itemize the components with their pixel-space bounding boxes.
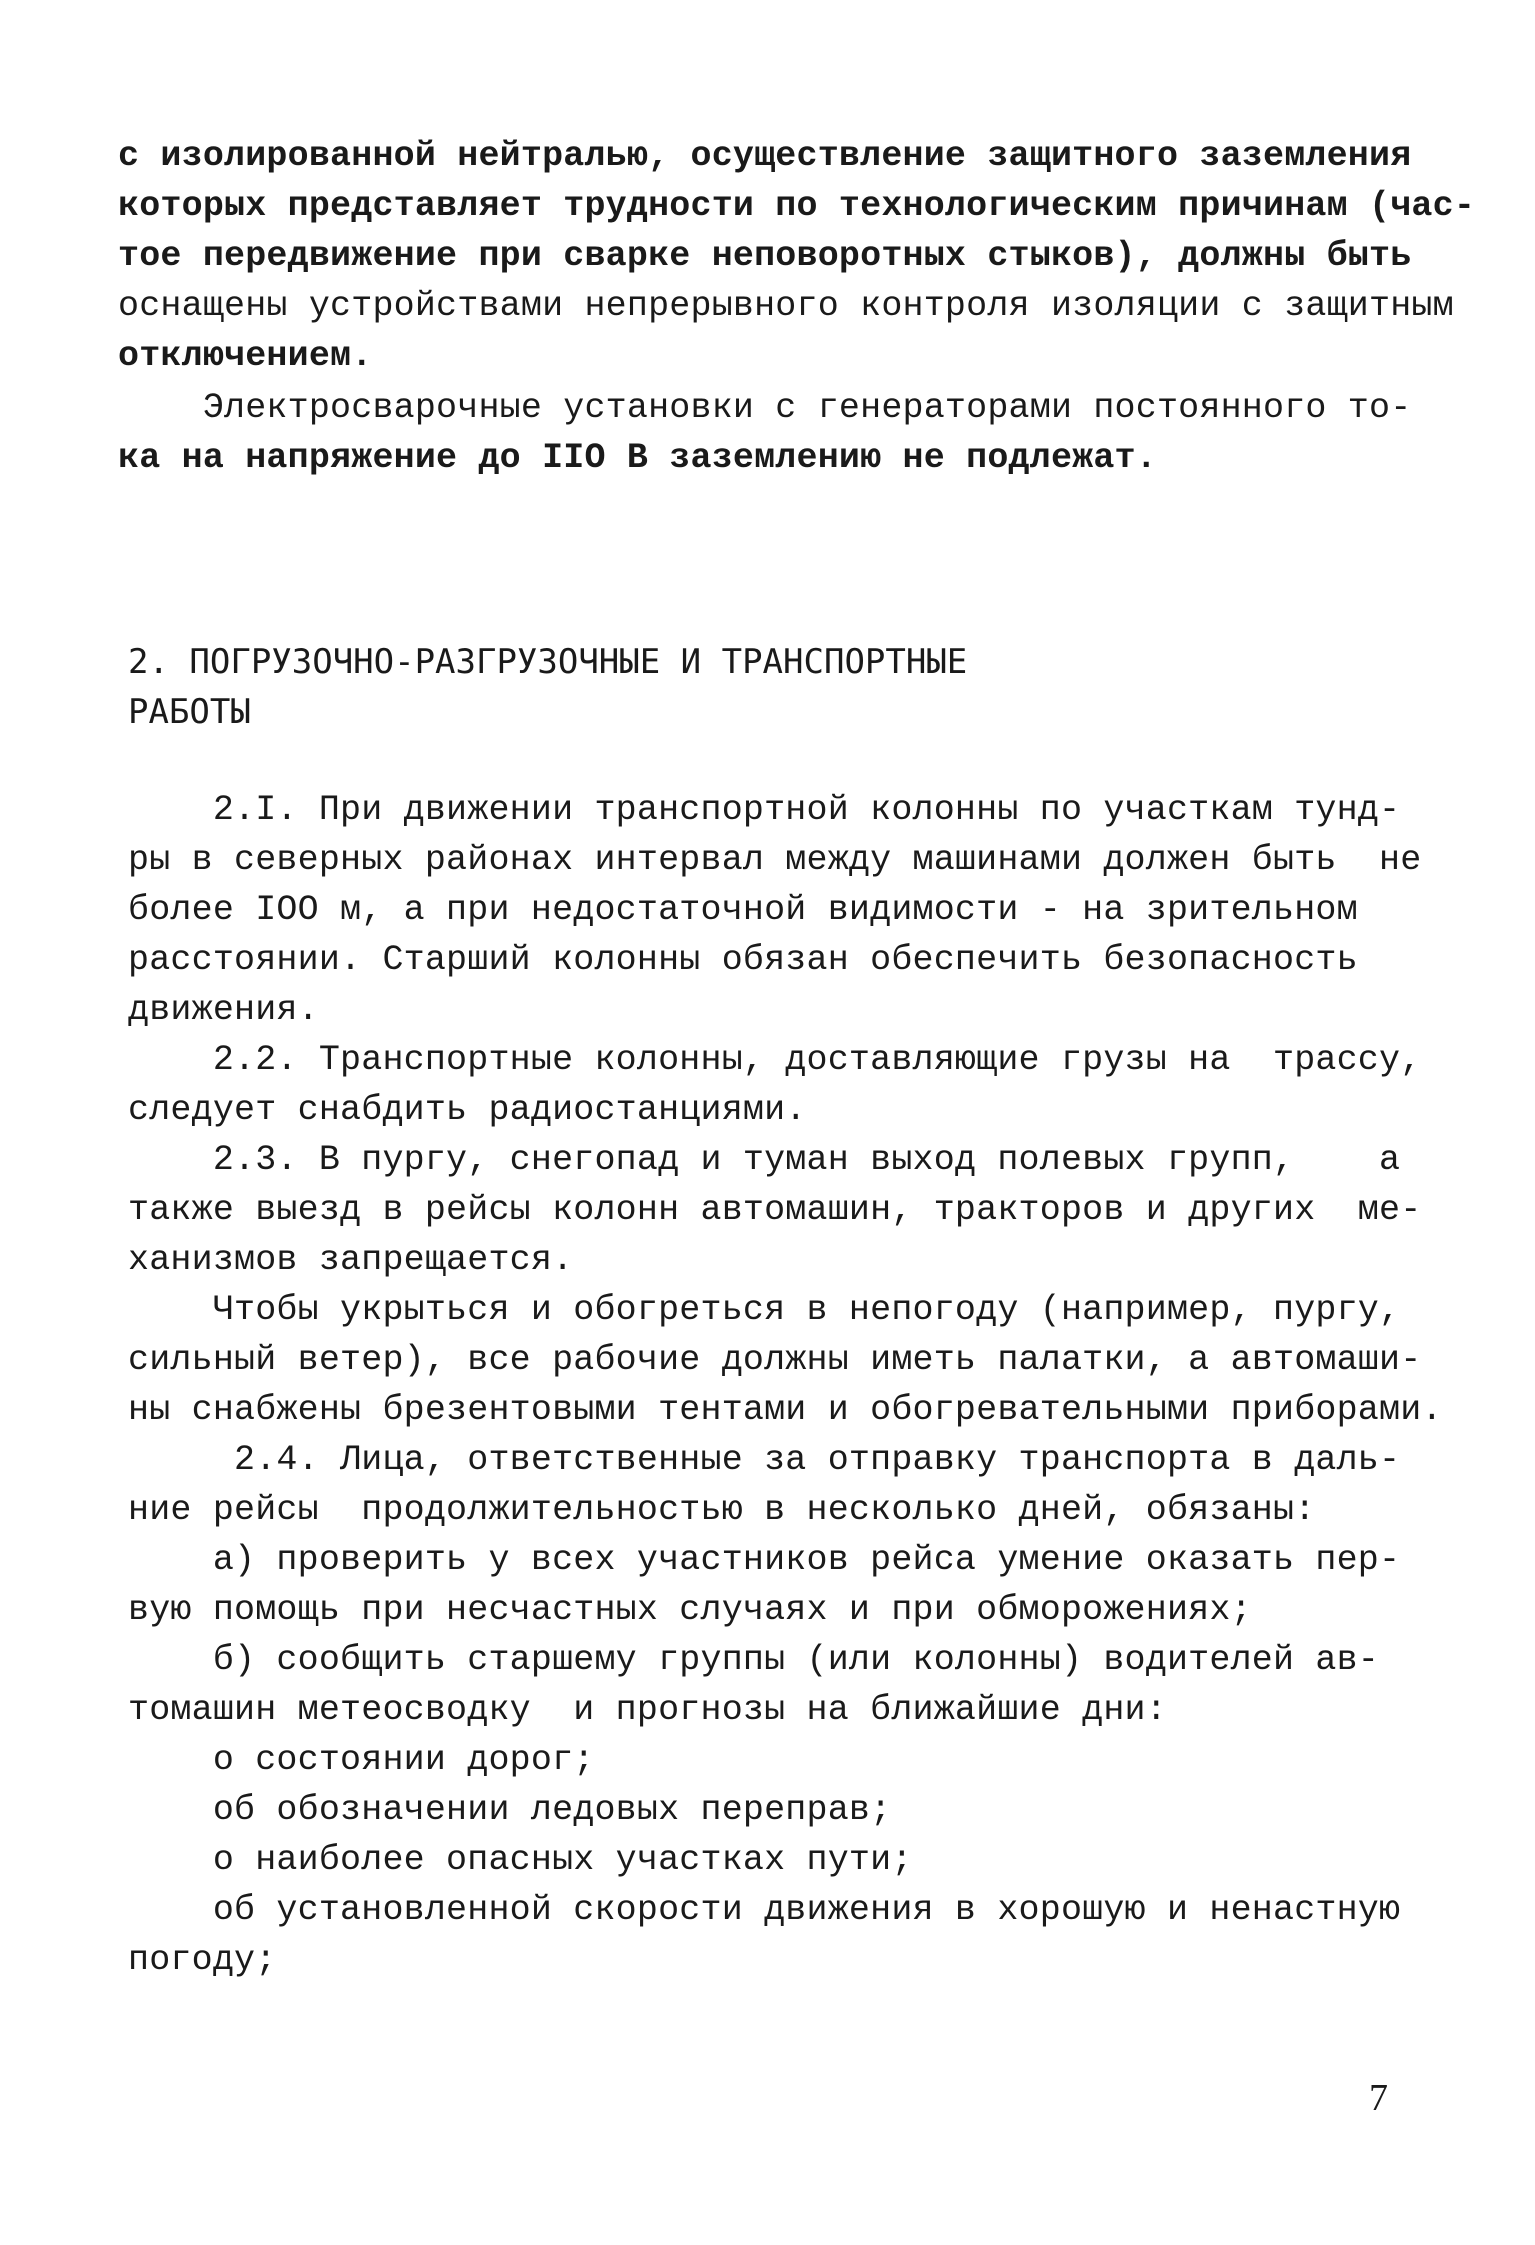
text-line: более IOO м, а при недостаточной видимости - на зрительном — [128, 890, 1358, 930]
text-line: движения. — [128, 990, 319, 1030]
text-line: ханизмов запрещается. — [128, 1240, 574, 1280]
text-line: также выезд в рейсы колонн автомашин, тракторов и других ме- — [128, 1190, 1422, 1230]
text-line: оснащены устройствами непрерывного контроля изоляции с защитным — [118, 286, 1454, 326]
text-line: об обозначении ледовых переправ; — [128, 1790, 892, 1830]
text-line: ка на напряжение до IIO В заземлению не подлежат. — [118, 438, 1157, 478]
page-number: 7 — [1369, 2077, 1388, 2119]
text-line: Чтобы укрыться и обогреться в непогоду (например, пургу, — [128, 1290, 1401, 1330]
text-line: ние рейсы продолжительностью в несколько дней, обязаны: — [128, 1490, 1316, 1530]
text-line: отключением. — [118, 336, 373, 376]
text-line: 2.4. Лица, ответственные за отправку транспорта в даль- — [128, 1440, 1401, 1480]
text-line: вую помощь при несчастных случаях и при обморожениях; — [128, 1590, 1252, 1630]
text-line: следует снабдить радиостанциями. — [128, 1090, 807, 1130]
text-line: расстоянии. Старший колонны обязан обеспечить безопасность — [128, 940, 1358, 980]
text-line: Электросварочные установки с генераторами постоянного то- — [118, 388, 1412, 428]
text-line: которых представляет трудности по технологическим причинам (час- — [118, 186, 1476, 226]
text-line: о наиболее опасных участках пути; — [128, 1840, 913, 1880]
text-line: сильный ветер), все рабочие должны иметь палатки, а автомаши- — [128, 1340, 1422, 1380]
text-line: погоду; — [128, 1940, 277, 1980]
text-line: об установленной скорости движения в хорошую и ненастную — [128, 1890, 1401, 1930]
text-line: а) проверить у всех участников рейса умение оказать пер- — [128, 1540, 1401, 1580]
text-line: с изолированной нейтралью, осуществление защитного заземления — [118, 136, 1412, 176]
text-line: ны снабжены брезентовыми тентами и обогревательными приборами. — [128, 1390, 1443, 1430]
text-line: тое передвижение при сварке неповоротных стыков), должны быть — [118, 236, 1412, 276]
text-line: 2.I. При движении транспортной колонны по участкам тунд- — [128, 790, 1401, 830]
text-line: ры в северных районах интервал между машинами должен быть не — [128, 840, 1422, 880]
section-title-continuation: РАБОТЫ — [128, 692, 251, 732]
text-line: 2.3. В пургу, снегопад и туман выход полевых групп, а — [128, 1140, 1401, 1180]
text-line: 2.2. Транспортные колонны, доставляющие грузы на трассу, — [128, 1040, 1422, 1080]
text-line: томашин метеосводку и прогнозы на ближайшие дни: — [128, 1690, 1167, 1730]
section-title: 2. ПОГРУЗОЧНО-РАЗГРУЗОЧНЫЕ И ТРАНСПОРТНЫЕ — [128, 642, 968, 682]
text-line: о состоянии дорог; — [128, 1740, 595, 1780]
text-line: б) сообщить старшему группы (или колонны) водителей ав- — [128, 1640, 1380, 1680]
